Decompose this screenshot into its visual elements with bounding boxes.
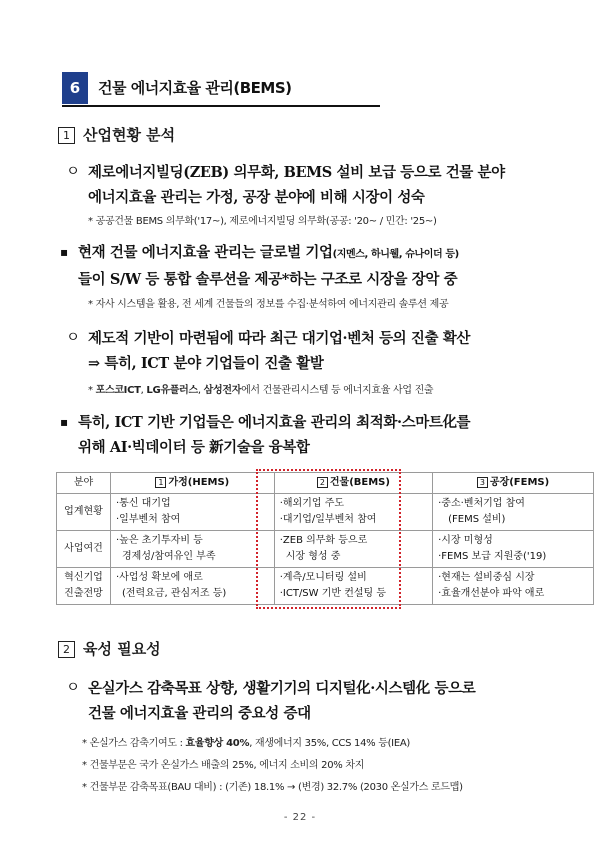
page-number: - 22 - — [283, 812, 317, 823]
circle-bullet: ㅇ — [66, 330, 80, 346]
header-building: 2 건물(BEMS) — [274, 473, 432, 494]
paragraph-line: 건물 에너지효율 관리의 중요성 증대 — [88, 705, 311, 722]
table-cell: ·중소·벤처기업 참여 (FEMS 설비) — [433, 494, 594, 531]
square-bullet: ▪ — [60, 245, 68, 259]
footnote-companies: * 포스코ICT, LG유플러스, 삼성전자에서 건물관리시스템 등 에너지효율 사업 진출 — [88, 385, 434, 396]
table-row — [57, 531, 594, 568]
company-list: (지멘스, 하니웰, 슈나이더 등) — [332, 249, 459, 260]
footnote-global-solution: * 자사 시스템을 활용, 전 세계 건물들의 정보를 수집·분석하여 에너지관리 솔루션 제공 — [88, 299, 449, 310]
subheading-number: 2 — [58, 641, 75, 658]
row-label: 업계현황 — [57, 494, 111, 531]
paragraph-line: 제도적 기반이 마련됨에 따라 최근 대기업·벤처 등의 진출 확산 — [88, 330, 471, 347]
comparison-table — [56, 472, 594, 605]
table-cell: ·높은 초기투자비 등 경제성/참여유인 부족 — [111, 531, 275, 568]
paragraph-ghg-target — [66, 676, 594, 726]
table-cell: ·시장 미형성 ·FEMS 보급 지원중('19) — [433, 531, 594, 568]
table-cell: ·해외기업 주도 ·대기업/일부벤처 참여 — [274, 494, 432, 531]
table-cell: ·ZEB 의무화 등으로 시장 형성 중 — [274, 531, 432, 568]
paragraph-line: 에너지효율 관리는 가정, 공장 분야에 비해 시장이 성숙 — [88, 189, 425, 206]
subheading-necessity — [58, 638, 161, 659]
paragraph-ict-fusion — [60, 410, 594, 460]
paragraph-line: 현재 건물 에너지효율 관리는 글로벌 기업(지멘스, 하니웰, 슈나이더 등) — [78, 244, 459, 261]
footnote-building-share: * 건물부문은 국가 온실가스 배출의 25%, 에너지 소비의 20% 차지 — [82, 760, 365, 771]
paragraph-line: ⇒ 특히, ICT 분야 기업들이 진출 활발 — [88, 355, 324, 372]
circle-bullet: ㅇ — [66, 680, 80, 696]
paragraph-zeb — [66, 160, 594, 210]
table-header-row — [57, 473, 594, 494]
header-factory: 3 공장(FEMS) — [433, 473, 594, 494]
row-label: 혁신기업 진출전망 — [57, 568, 111, 605]
table-row — [57, 568, 594, 605]
subheading-title: 산업현황 분석 — [83, 126, 176, 144]
paragraph-line: 온실가스 감축목표 상향, 생활기기의 디지털化·시스템化 등으로 — [88, 680, 476, 697]
subheading-title: 육성 필요성 — [83, 640, 161, 658]
table-cell: ·현재는 설비중심 시장 ·효율개선분야 파악 애로 — [433, 568, 594, 605]
paragraph-line: 들이 S/W 등 통합 솔루션을 제공*하는 구조로 시장을 장악 중 — [78, 271, 458, 288]
section-header — [62, 72, 382, 108]
paragraph-global-firms — [60, 240, 594, 292]
section-title: 건물 에너지효율 관리(BEMS) — [98, 79, 292, 97]
header-home: 1 가정(HEMS) — [111, 473, 275, 494]
header-field: 분야 — [57, 473, 111, 494]
footnote-reduction-target: * 건물부문 감축목표(BAU 대비) : (기존) 18.1% → (변경) 32.7% (2030 온실가스 로드맵) — [82, 782, 463, 793]
paragraph-line: 제로에너지빌딩(ZEB) 의무화, BEMS 설비 보급 등으로 건물 분야 — [88, 164, 505, 181]
table-cell: ·계측/모니터링 설비 ·ICT/SW 기반 컨설팅 등 — [274, 568, 432, 605]
table-cell: ·사업성 확보에 애로 (전력요금, 관심저조 등) — [111, 568, 275, 605]
subheading-industry-status — [58, 124, 175, 145]
paragraph-line: 특히, ICT 기반 기업들은 에너지효율 관리의 최적화·스마트化를 — [78, 414, 471, 431]
table-cell: ·통신 대기업 ·일부벤처 참여 — [111, 494, 275, 531]
section-underline — [62, 105, 380, 107]
footnote-mandate: * 공공건물 BEMS 의무화('17~), 제로에너지빌딩 의무화(공공: '20~ / 민간: '25~) — [88, 216, 437, 227]
paragraph-line: 위해 AI·빅데이터 등 新기술을 융복합 — [78, 439, 310, 456]
table-row — [57, 494, 594, 531]
row-label: 사업여건 — [57, 531, 111, 568]
section-number: 6 — [62, 72, 88, 104]
circle-bullet: ㅇ — [66, 164, 80, 180]
paragraph-institutional — [66, 326, 594, 376]
footnote-ghg-contribution: * 온실가스 감축기여도 : 효율향상 40%, 재생에너지 35%, CCS 14% 등(IEA) — [82, 738, 410, 749]
square-bullet: ▪ — [60, 415, 68, 429]
subheading-number: 1 — [58, 127, 75, 144]
